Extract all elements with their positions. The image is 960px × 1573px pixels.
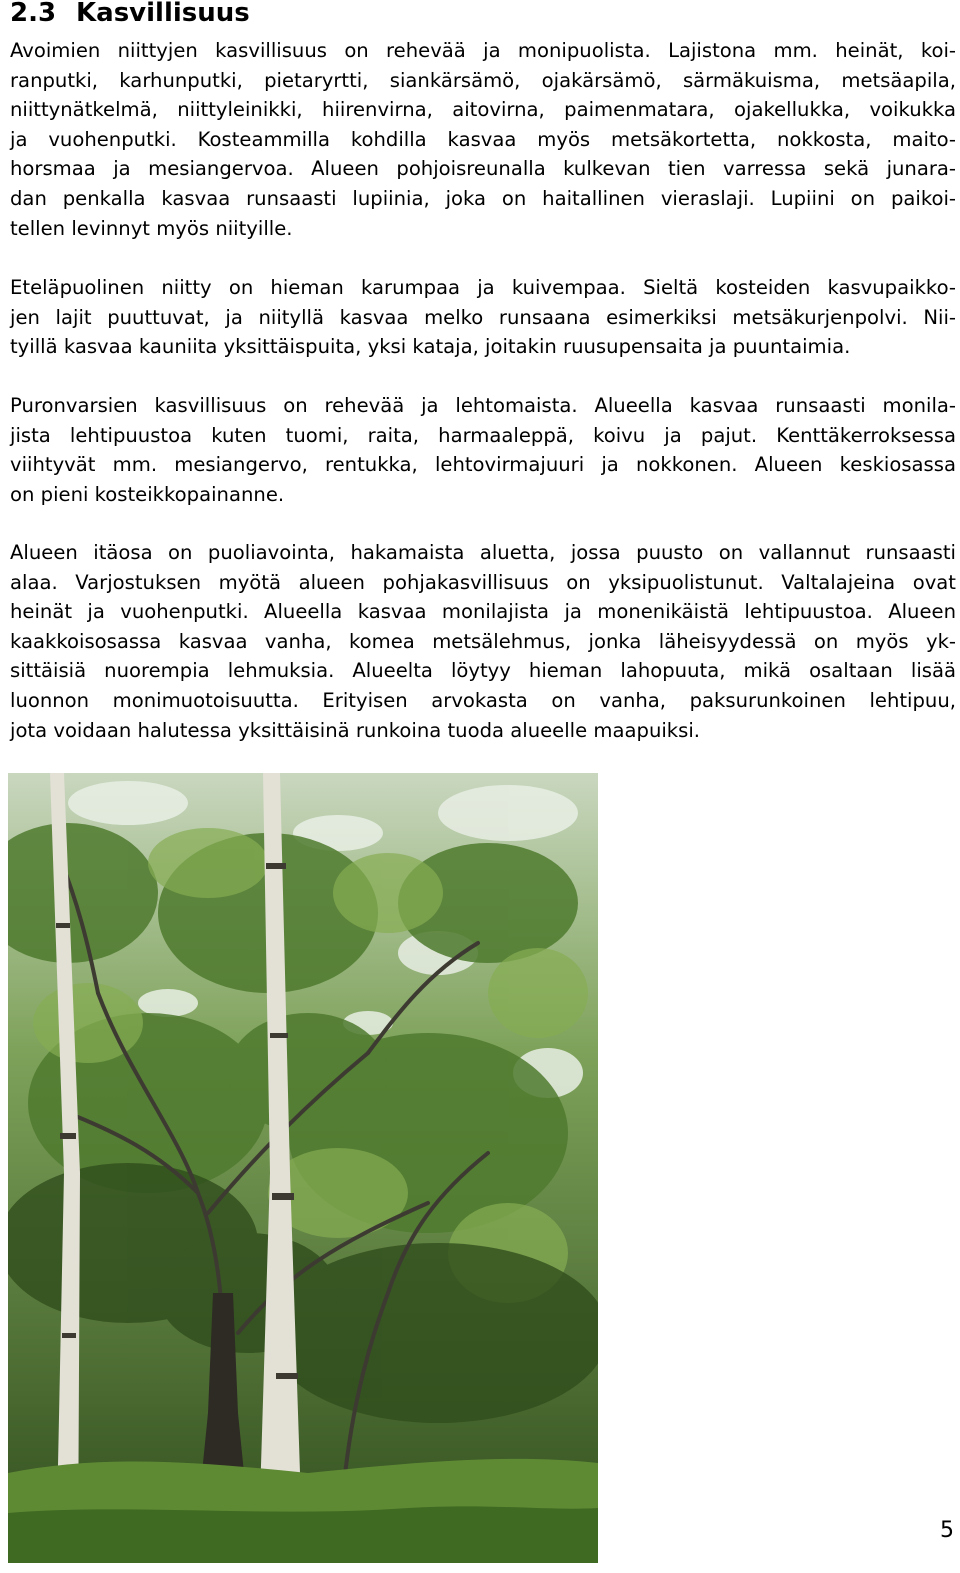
text-line: Alueen itäosa on puoliavointa, hakamaista aluetta, jossa puusto on vallannut runsaasti [10,541,956,564]
text-line: viihtyvät mm. mesiangervo, rentukka, lehtovirmajuuri ja nokkonen. Alueen keskiosassa [10,453,956,477]
text-line: ja vuohenputki. Kosteammilla kohdilla kasvaa myös metsäkortetta, nokkosta, maito- [10,127,956,151]
text-line: niittynätkelmä, niittyleinikki, hiirenvirna, aitovirna, paimenmatara, ojakellukka, voikukka [10,98,956,122]
text-line: Avoimien niittyjen kasvillisuus on rehevää ja monipuolista. Lajistona mm. heinät, koi- [10,39,956,62]
paragraph-eastern-area [10,538,956,745]
text-line: jen lajit puuttuvat, ja niityllä kasvaa melko runsaana esimerkiksi metsäkurjenpolvi. Nii- [10,305,956,329]
text-line: dan penkalla kasvaa runsaasti lupiinia, joka on haitallinen vieraslaji. Lupiini on paikoi- [10,186,956,210]
text-line: Puronvarsien kasvillisuus on rehevää ja lehtomaista. Alueella kasvaa runsaasti monila- [10,394,956,417]
text-line: horsmaa ja mesiangervoa. Alueen pohjoisreunalla kulkevan tien varressa sekä junara- [10,157,956,181]
text-line: alaa. Varjostuksen myötä alueen pohjakasvillisuus on yksipuolistunut. Valtalajeina ovat [10,570,956,594]
text-line: heinät ja vuohenputki. Alueella kasvaa monilajista ja monenikäistä lehtipuustoa. Alueen [10,600,956,624]
text-line: kaakkoisosassa kasvaa vanha, komea metsälehmus, jonka läheisyydessä on myös yk- [10,629,956,653]
text-line: ranputki, karhunputki, pietaryrtti, siankärsämö, ojakärsämö, särmäkuisma, metsäapila, [10,68,956,92]
paragraph-southern-meadow [10,273,956,362]
section-heading [10,0,250,28]
text-line: on pieni kosteikkopainanne. [10,482,285,506]
text-line: jista lehtipuustoa kuten tuomi, raita, harmaaleppä, koivu ja pajut. Kenttäkerroksessa [10,423,956,447]
forest-photo [8,773,598,1563]
page-number: 5 [940,1518,954,1543]
section-title: Kasvillisuus [76,0,250,28]
paragraph-stream-banks [10,391,956,509]
text-line: luonnon monimuotoisuutta. Erityisen arvokasta on vanha, paksurunkoinen lehtipuu, [10,688,956,712]
text-line: Eteläpuolinen niitty on hieman karumpaa ja kuivempaa. Sieltä kosteiden kasvupaikko- [10,276,956,299]
text-line: sittäisiä nuorempia lehmuksia. Alueelta löytyy hieman lahopuuta, mikä osaltaan lisää [10,659,956,683]
paragraph-open-meadows [10,36,956,243]
text-line: jota voidaan halutessa yksittäisinä runkoina tuoda alueelle maapuiksi. [10,718,701,742]
text-line: tellen levinnyt myös niityille. [10,216,293,240]
text-line: tyillä kasvaa kauniita yksittäispuita, yksi kataja, joitakin ruusupensaita ja puuntaimia. [10,335,851,359]
section-number: 2.3 [10,0,57,28]
